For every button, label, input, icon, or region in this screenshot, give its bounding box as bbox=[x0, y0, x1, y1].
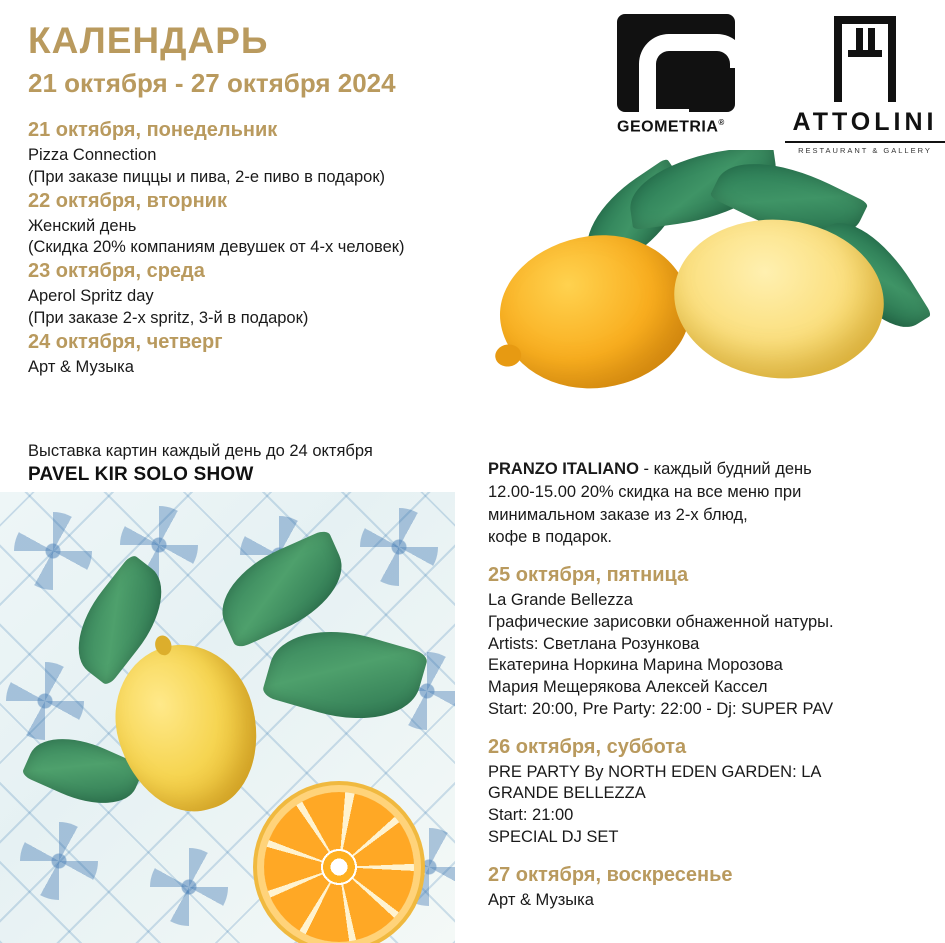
event-line: Мария Мещерякова Алексей Кассел bbox=[488, 678, 768, 697]
event-line: Графические зарисовки обнаженной натуры. bbox=[488, 612, 834, 631]
tile-flower-motif bbox=[360, 508, 438, 586]
left-events-list bbox=[28, 118, 468, 378]
tile-flower-motif bbox=[150, 848, 228, 926]
event-line: GRANDE BELLEZZA bbox=[488, 784, 646, 803]
event-entry bbox=[488, 863, 938, 912]
page-title: КАЛЕНДАРЬ bbox=[28, 20, 269, 61]
event-line: Женский день bbox=[28, 216, 137, 235]
geometria-mark-icon bbox=[617, 14, 735, 112]
registered-mark-icon: ® bbox=[718, 118, 725, 127]
event-line: (При заказе пиццы и пива, 2-е пиво в подарок) bbox=[28, 167, 386, 186]
tile-flower-motif bbox=[6, 662, 84, 740]
event-line: Start: 20:00, Pre Party: 22:00 - Dj: SUPER PAV bbox=[488, 699, 834, 718]
event-date: 24 октября, четверг bbox=[28, 330, 223, 353]
event-date: 23 октября, среда bbox=[28, 260, 205, 283]
orange-slice-illustration bbox=[264, 792, 414, 942]
logo-bar bbox=[617, 14, 945, 162]
event-line: Арт & Музыка bbox=[488, 890, 594, 909]
event-line: Aperol Spritz day bbox=[28, 287, 154, 306]
attolini-mark-icon bbox=[830, 16, 900, 102]
exhibition-title: PAVEL KIR SOLO SHOW bbox=[28, 464, 254, 485]
event-line: (Скидка 20% компаниям девушек от 4-х человек) bbox=[28, 238, 405, 257]
event-entry bbox=[28, 189, 468, 260]
pranzo-line: 12.00-15.00 20% скидка на все меню при bbox=[488, 482, 802, 501]
exhibition-note: Выставка картин каждый день до 24 октября bbox=[28, 442, 373, 460]
event-date: 26 октября, суббота bbox=[488, 735, 687, 758]
event-entry bbox=[28, 259, 468, 330]
tile-flower-motif bbox=[20, 822, 98, 900]
attolini-logo bbox=[785, 16, 945, 155]
pranzo-line: кофе в подарок. bbox=[488, 528, 612, 547]
geometria-wordmark bbox=[617, 118, 757, 136]
event-line: SPECIAL DJ SET bbox=[488, 827, 619, 846]
event-entry bbox=[28, 330, 468, 379]
event-date: 25 октября, пятница bbox=[488, 564, 689, 587]
lemons-artwork-image bbox=[478, 150, 945, 450]
pranzo-title: PRANZO ITALIANO bbox=[488, 460, 639, 478]
geometria-wordmark-text: GEOMETRIA bbox=[617, 118, 719, 136]
right-text-column bbox=[488, 458, 938, 911]
event-entry bbox=[488, 735, 938, 849]
attolini-subtitle: RESTAURANT & GALLERY bbox=[798, 146, 932, 155]
event-line: Start: 21:00 bbox=[488, 806, 574, 825]
tile-flower-motif bbox=[14, 512, 92, 590]
lemon-illustration bbox=[490, 224, 699, 401]
event-line: PRE PARTY By NORTH EDEN GARDEN: LA bbox=[488, 762, 822, 781]
event-line: La Grande Bellezza bbox=[488, 591, 633, 610]
date-range: 21 октября - 27 октября 2024 bbox=[28, 68, 396, 98]
event-date: 22 октября, вторник bbox=[28, 189, 227, 212]
event-entry bbox=[28, 118, 468, 189]
tile-artwork-image bbox=[0, 492, 455, 943]
event-line: Арт & Музыка bbox=[28, 357, 134, 376]
pranzo-line: минимальном заказе из 2-х блюд, bbox=[488, 505, 748, 524]
event-line: Artists: Светлана Розункова bbox=[488, 634, 700, 653]
event-entry bbox=[488, 563, 938, 721]
pranzo-italiano-block bbox=[488, 458, 938, 549]
pranzo-line: - каждый будний день bbox=[638, 460, 812, 478]
event-line: Pizza Connection bbox=[28, 146, 157, 164]
attolini-divider bbox=[785, 141, 945, 143]
event-line: (При заказе 2-х spritz, 3-й в подарок) bbox=[28, 308, 309, 327]
pranzo-first-line bbox=[488, 458, 938, 481]
right-column bbox=[478, 0, 945, 943]
attolini-wordmark: ATTOLINI bbox=[792, 108, 938, 136]
event-date: 27 октября, воскресенье bbox=[488, 863, 733, 886]
geometria-logo bbox=[617, 14, 757, 136]
event-date: 21 октября, понедельник bbox=[28, 119, 278, 141]
event-line: Екатерина Норкина Марина Морозова bbox=[488, 656, 783, 675]
